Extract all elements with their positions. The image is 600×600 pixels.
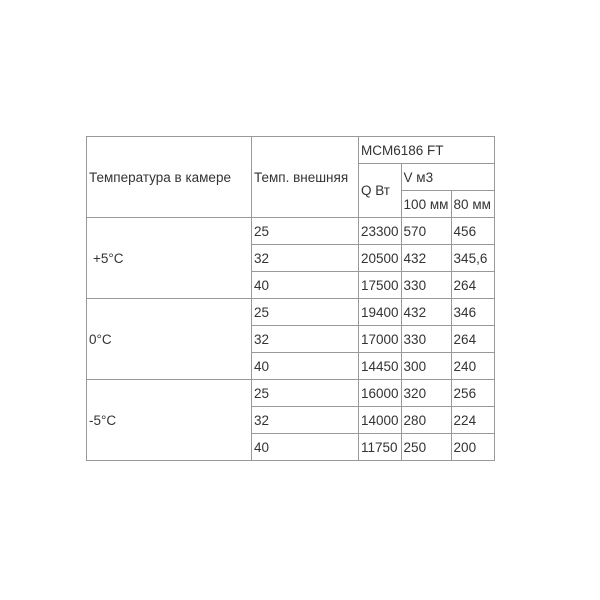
cell-q: 17000 <box>359 326 402 353</box>
table-row <box>87 380 495 407</box>
cell-outside: 40 <box>252 272 359 299</box>
cell-v80: 200 <box>451 434 494 461</box>
cell-q: 14000 <box>359 407 402 434</box>
cell-outside: 40 <box>252 434 359 461</box>
cell-v80: 345,6 <box>451 245 494 272</box>
cell-v80: 256 <box>451 380 494 407</box>
header-chamber-temp: Температура в камере <box>87 137 252 218</box>
cell-v100: 570 <box>401 218 451 245</box>
group-temp-zero: 0°C <box>87 299 252 380</box>
cell-v100: 300 <box>401 353 451 380</box>
cell-outside: 40 <box>252 353 359 380</box>
header-outside-temp: Темп. внешняя <box>252 137 359 218</box>
cell-q: 19400 <box>359 299 402 326</box>
header-v-80: 80 мм <box>451 191 494 218</box>
cell-q: 17500 <box>359 272 402 299</box>
header-model: MCM6186 FT <box>359 137 495 164</box>
header-v: V м3 <box>401 164 494 191</box>
cell-v100: 280 <box>401 407 451 434</box>
cell-v80: 224 <box>451 407 494 434</box>
cell-v80: 264 <box>451 272 494 299</box>
cell-outside: 25 <box>252 218 359 245</box>
table-row <box>87 218 495 245</box>
cell-q: 11750 <box>359 434 402 461</box>
cell-v80: 346 <box>451 299 494 326</box>
header-row-1 <box>87 137 495 164</box>
group-temp-plus5: +5°C <box>87 218 252 299</box>
cell-outside: 25 <box>252 380 359 407</box>
group-temp-minus5: -5°C <box>87 380 252 461</box>
cell-outside: 32 <box>252 407 359 434</box>
table-row <box>87 299 495 326</box>
cell-q: 14450 <box>359 353 402 380</box>
cell-v100: 432 <box>401 245 451 272</box>
spec-table <box>86 136 495 461</box>
cell-v80: 240 <box>451 353 494 380</box>
cell-q: 23300 <box>359 218 402 245</box>
cell-q: 16000 <box>359 380 402 407</box>
cell-v80: 264 <box>451 326 494 353</box>
cell-q: 20500 <box>359 245 402 272</box>
cell-v100: 250 <box>401 434 451 461</box>
cell-v100: 432 <box>401 299 451 326</box>
cell-v100: 320 <box>401 380 451 407</box>
cell-v100: 330 <box>401 326 451 353</box>
header-q: Q Вт <box>359 164 402 218</box>
header-v-100: 100 мм <box>401 191 451 218</box>
cell-v80: 456 <box>451 218 494 245</box>
cell-outside: 25 <box>252 299 359 326</box>
cell-v100: 330 <box>401 272 451 299</box>
cell-outside: 32 <box>252 326 359 353</box>
cell-outside: 32 <box>252 245 359 272</box>
